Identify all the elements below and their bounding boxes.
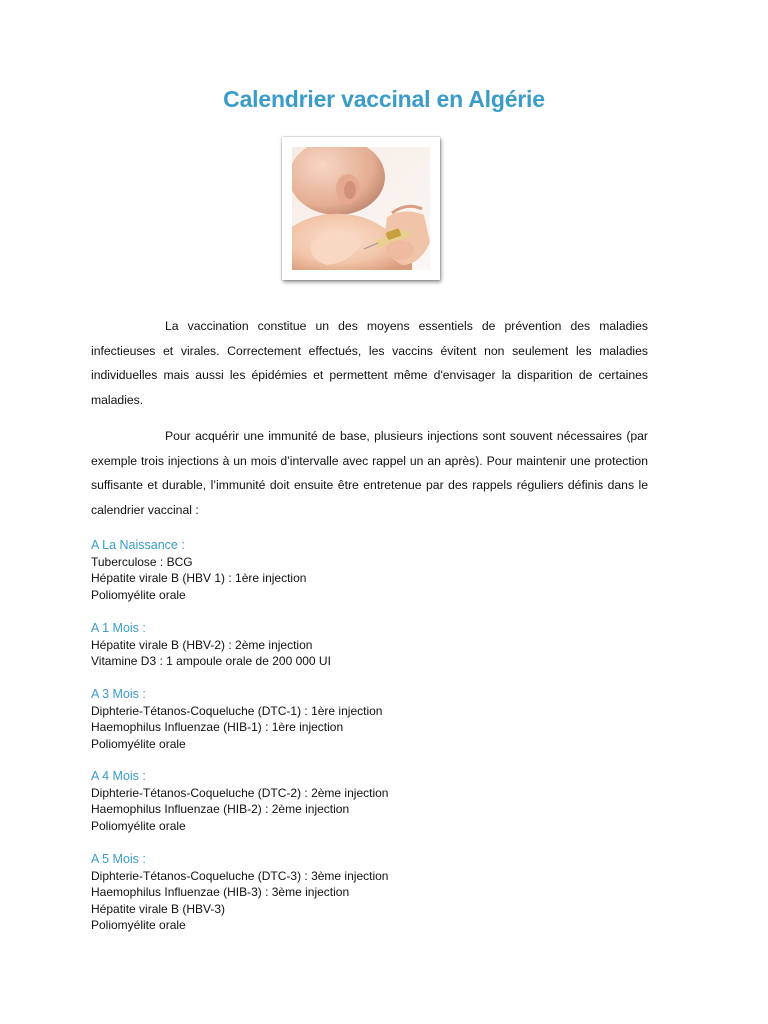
vaccine-line: Haemophilus Influenzae (HIB-3) : 3ème injection bbox=[91, 885, 350, 899]
vaccine-line: Poliomyélite orale bbox=[91, 918, 186, 932]
vaccine-line: Hépatite virale B (HBV-2) : 2ème injection bbox=[91, 637, 313, 652]
schedule-section-3-months bbox=[91, 686, 671, 752]
vaccine-line: Poliomyélite orale bbox=[91, 587, 186, 602]
section-heading: A 1 Mois : bbox=[91, 621, 146, 635]
vaccine-line: Diphterie-Tétanos-Coqueluche (DTC-2) : 2ème injection bbox=[91, 785, 389, 800]
page-title: Calendrier vaccinal en Algérie bbox=[223, 86, 545, 112]
immunity-paragraph: Pour acquérir une immunité de base, plusieurs injections sont souvent nécessaires (par exemple trois injections à un mois d’intervalle avec rappel un an après). Pour maintenir une protection suffisante et durable, l’immunité doit ensuite être entretenue par des rappels réguliers définis dans le calendrier vaccinal : bbox=[91, 429, 648, 517]
schedule-section-1-month bbox=[91, 620, 671, 670]
vaccine-line: Diphterie-Tétanos-Coqueluche (DTC-3) : 3ème injection bbox=[91, 868, 389, 883]
vaccine-line: Diphterie-Tétanos-Coqueluche (DTC-1) : 1ère injection bbox=[91, 703, 383, 718]
section-heading: A 4 Mois : bbox=[91, 769, 146, 783]
baby-vaccination-photo bbox=[292, 147, 430, 270]
section-heading: A 3 Mois : bbox=[91, 687, 146, 701]
schedule-section-birth bbox=[91, 537, 671, 603]
vaccine-line: Hépatite virale B (HBV-3) bbox=[91, 901, 226, 916]
vaccine-line: Haemophilus Influenzae (HIB-1) : 1ère injection bbox=[91, 720, 344, 734]
vaccine-line: Hépatite virale B (HBV 1) : 1ère injection bbox=[91, 571, 307, 585]
vaccine-line: Tuberculose : BCG bbox=[91, 554, 193, 569]
schedule-section-5-months bbox=[91, 851, 671, 934]
intro-paragraph: La vaccination constitue un des moyens essentiels de prévention des maladies infectieuses et virales. Correctement effectués, les vaccins évitent non seulement les maladies individuelles mais aussi les épidémies et permettent même d'envisager la disparition de certaines maladies. bbox=[91, 319, 648, 407]
vaccine-line: Poliomyélite orale bbox=[91, 736, 186, 751]
vaccine-line: Haemophilus Influenzae (HIB-2) : 2ème injection bbox=[91, 802, 350, 816]
section-heading: A La Naissance : bbox=[91, 538, 185, 552]
vaccine-line: Vitamine D3 : 1 ampoule orale de 200 000 UI bbox=[91, 654, 331, 668]
photo-frame bbox=[282, 137, 440, 280]
section-heading: A 5 Mois : bbox=[91, 852, 146, 866]
vaccine-line: Poliomyélite orale bbox=[91, 818, 186, 833]
schedule-section-4-months bbox=[91, 768, 671, 834]
